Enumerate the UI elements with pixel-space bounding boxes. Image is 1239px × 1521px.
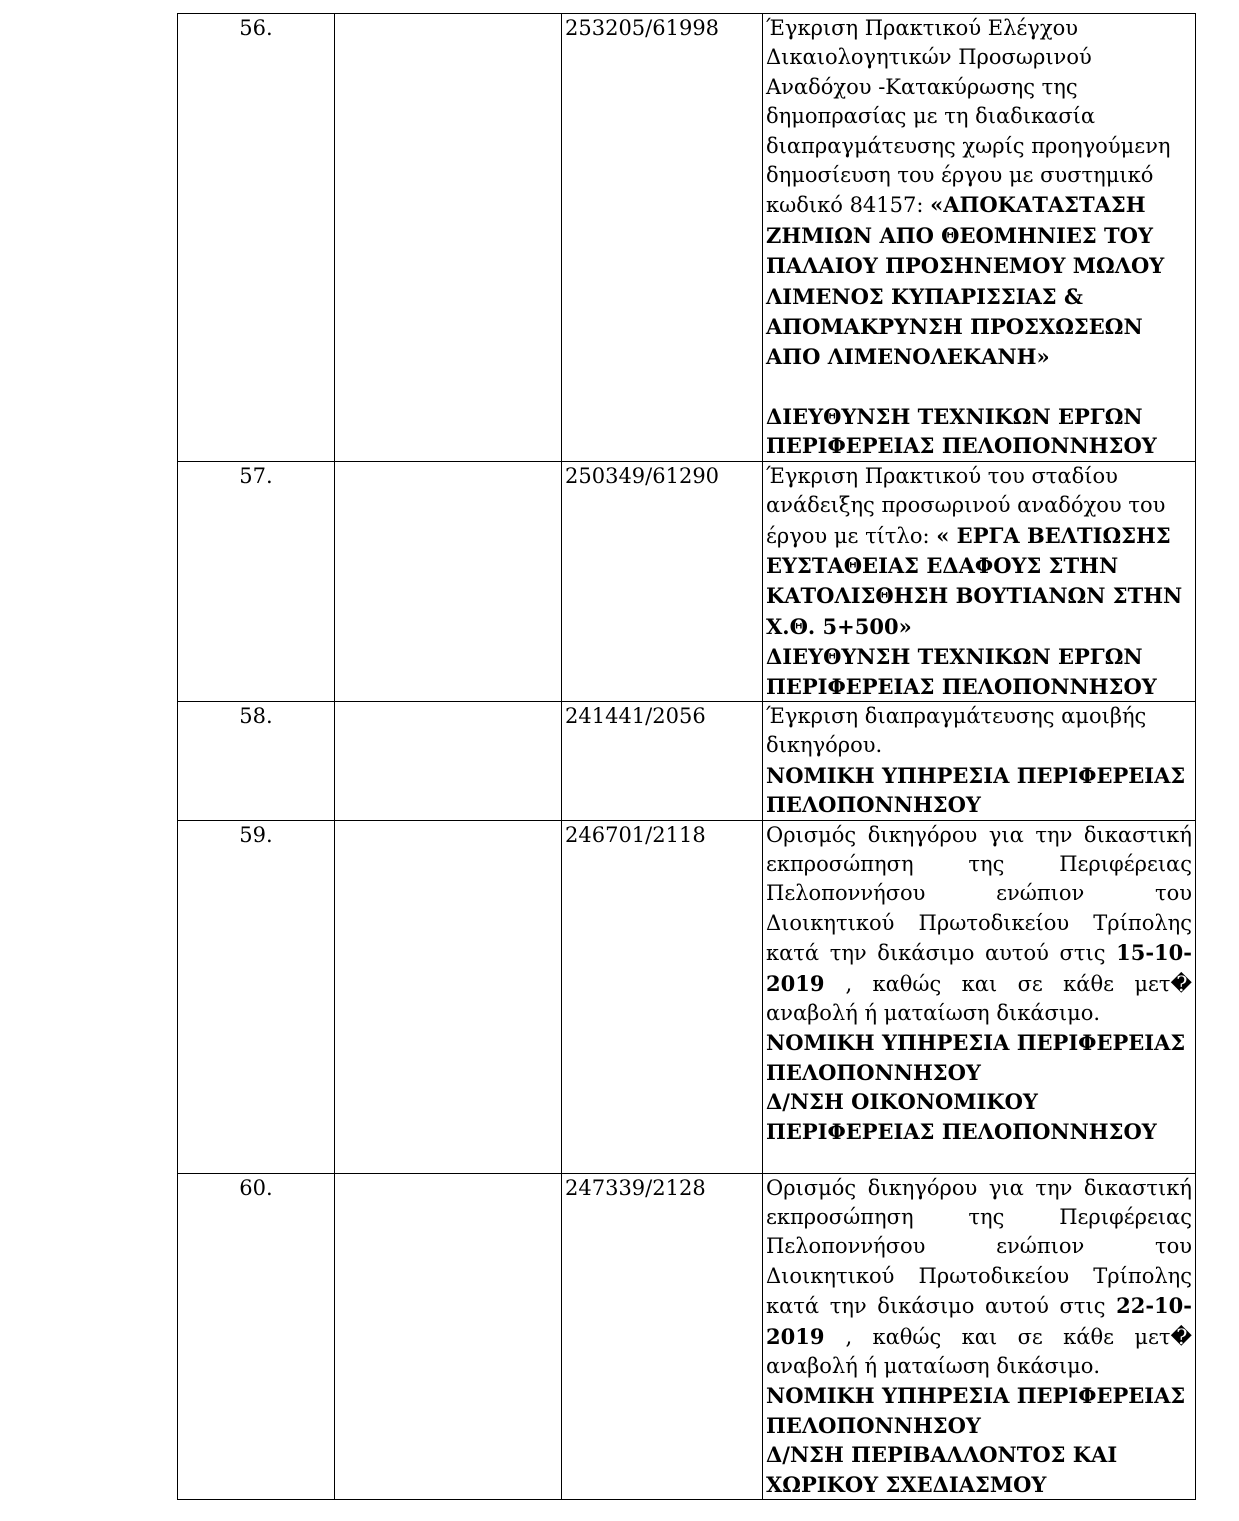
item-number: 57. <box>178 461 335 701</box>
protocol-number: 250349/61290 <box>562 461 763 701</box>
item-description <box>763 701 1196 820</box>
protocol-number: 241441/2056 <box>562 701 763 820</box>
department: Δ/ΝΣΗ ΠΕΡΙΒΑΛΛΟΝΤΟΣ ΚΑΙ ΧΩΡΙΚΟΥ ΣΧΕΔΙΑΣΜΟΥ <box>766 1442 1118 1497</box>
table-row <box>178 701 1196 820</box>
empty-cell <box>335 1173 562 1499</box>
description-text: Έγκριση διαπραγμάτευσης αμοιβής δικηγόρου. <box>766 703 1147 758</box>
department: ΝΟΜΙΚΗ ΥΠΗΡΕΣΙΑ ΠΕΡΙΦΕΡΕΙΑΣ ΠΕΛΟΠΟΝΝΗΣΟΥ <box>766 1383 1186 1438</box>
department: ΔΙΕΥΘΥΝΣΗ ΤΕΧΝΙΚΩΝ ΕΡΓΩΝ ΠΕΡΙΦΕΡΕΙΑΣ ΠΕΛΟΠΟΝΝΗΣΟΥ <box>766 644 1157 699</box>
table-row <box>178 14 1196 462</box>
description-text: Ορισμός δικηγόρου για την δικαστική εκπροσώπηση της Περιφέρειας Πελοποννήσου ενώπιον του Διοικητικού Πρωτοδικείου Τρίπολης κατά την δικάσιμο αυτού στις 15-10-2019 , καθώς και σε κάθε μετ� αναβολή ή ματαίωση δικάσιμο. <box>766 822 1192 1025</box>
item-number: 58. <box>178 701 335 820</box>
description-text: Έγκριση Πρακτικού Ελέγχου Δικαιολογητικών Προσωρινού Αναδόχου -Κατακύρωσης της δημοπρασίας με τη διαδικασία διαπραγμάτευσης χωρίς προηγούμενη δημοσίευση του έργου με συστημικό κωδικό 84157: «ΑΠΟΚΑΤΑΣΤΑΣΗ ΖΗΜΙΩΝ ΑΠΟ ΘΕΟΜΗΝΙΕΣ ΤΟΥ ΠΑΛΑΙΟΥ ΠΡΟΣΗΝΕΜΟΥ ΜΩΛΟΥ ΛΙΜΕΝΟΣ ΚΥΠΑΡΙΣΣΙΑΣ & ΑΠΟΜΑΚΡΥΝΣΗ ΠΡΟΣΧΩΣΕΩΝ ΑΠΟ ΛΙΜΕΝΟΛΕΚΑΝΗ» <box>766 16 1171 370</box>
description-text: Ορισμός δικηγόρου για την δικαστική εκπροσώπηση της Περιφέρειας Πελοποννήσου ενώπιον του Διοικητικού Πρωτοδικείου Τρίπολης κατά την δικάσιμο αυτού στις 22-10-2019 , καθώς και σε κάθε μετ� αναβολή ή ματαίωση δικάσιμο. <box>766 1175 1192 1378</box>
hearing-date: 22-10-2019 <box>766 1293 1192 1349</box>
empty-cell <box>335 14 562 462</box>
protocol-number: 246701/2118 <box>562 820 763 1173</box>
project-title: «ΑΠΟΚΑΤΑΣΤΑΣΗ ΖΗΜΙΩΝ ΑΠΟ ΘΕΟΜΗΝΙΕΣ ΤΟΥ ΠΑΛΑΙΟΥ ΠΡΟΣΗΝΕΜΟΥ ΜΩΛΟΥ ΛΙΜΕΝΟΣ ΚΥΠΑΡΙΣΣΙΑΣ & ΑΠΟΜΑΚΡΥΝΣΗ ΠΡΟΣΧΩΣΕΩΝ ΑΠΟ ΛΙΜΕΝΟΛΕΚΑΝΗ» <box>766 192 1165 370</box>
empty-cell <box>335 461 562 701</box>
department: Δ/ΝΣΗ ΟΙΚΟΝΟΜΙΚΟΥ ΠΕΡΙΦΕΡΕΙΑΣ ΠΕΛΟΠΟΝΝΗΣΟΥ <box>766 1089 1157 1144</box>
item-description <box>763 461 1196 701</box>
table-row <box>178 461 1196 701</box>
table-row <box>178 820 1196 1173</box>
protocol-number: 253205/61998 <box>562 14 763 462</box>
table-row <box>178 1173 1196 1499</box>
item-number: 60. <box>178 1173 335 1499</box>
hearing-date: 15-10-2019 <box>766 940 1192 996</box>
department: ΔΙΕΥΘΥΝΣΗ ΤΕΧΝΙΚΩΝ ΕΡΓΩΝ ΠΕΡΙΦΕΡΕΙΑΣ ΠΕΛΟΠΟΝΝΗΣΟΥ <box>766 403 1157 459</box>
item-number: 56. <box>178 14 335 462</box>
empty-cell <box>335 820 562 1173</box>
description-text: Έγκριση Πρακτικού του σταδίου ανάδειξης προσωρινού αναδόχου του έργου με τίτλο: « ΕΡΓΑ ΒΕΛΤΙΩΣΗΣ ΕΥΣΤΑΘΕΙΑΣ ΕΔΑΦΟΥΣ ΣΤΗΝ ΚΑΤΟΛΙΣΘΗΣΗ ΒΟΥΤΙΑΝΩΝ ΣΤΗΝ Χ.Θ. 5+500» <box>766 463 1183 639</box>
item-number: 59. <box>178 820 335 1173</box>
department: ΝΟΜΙΚΗ ΥΠΗΡΕΣΙΑ ΠΕΡΙΦΕΡΕΙΑΣ ΠΕΛΟΠΟΝΝΗΣΟΥ <box>766 1030 1186 1085</box>
agenda-table <box>177 13 1196 1500</box>
project-title: « ΕΡΓΑ ΒΕΛΤΙΩΣΗΣ ΕΥΣΤΑΘΕΙΑΣ ΕΔΑΦΟΥΣ ΣΤΗΝ ΚΑΤΟΛΙΣΘΗΣΗ ΒΟΥΤΙΑΝΩΝ ΣΤΗΝ Χ.Θ. 5+500» <box>766 522 1183 639</box>
protocol-number: 247339/2128 <box>562 1173 763 1499</box>
item-description <box>763 14 1196 462</box>
department: ΝΟΜΙΚΗ ΥΠΗΡΕΣΙΑ ΠΕΡΙΦΕΡΕΙΑΣ ΠΕΛΟΠΟΝΝΗΣΟΥ <box>766 762 1186 818</box>
item-description <box>763 1173 1196 1499</box>
item-description <box>763 820 1196 1173</box>
empty-cell <box>335 701 562 820</box>
